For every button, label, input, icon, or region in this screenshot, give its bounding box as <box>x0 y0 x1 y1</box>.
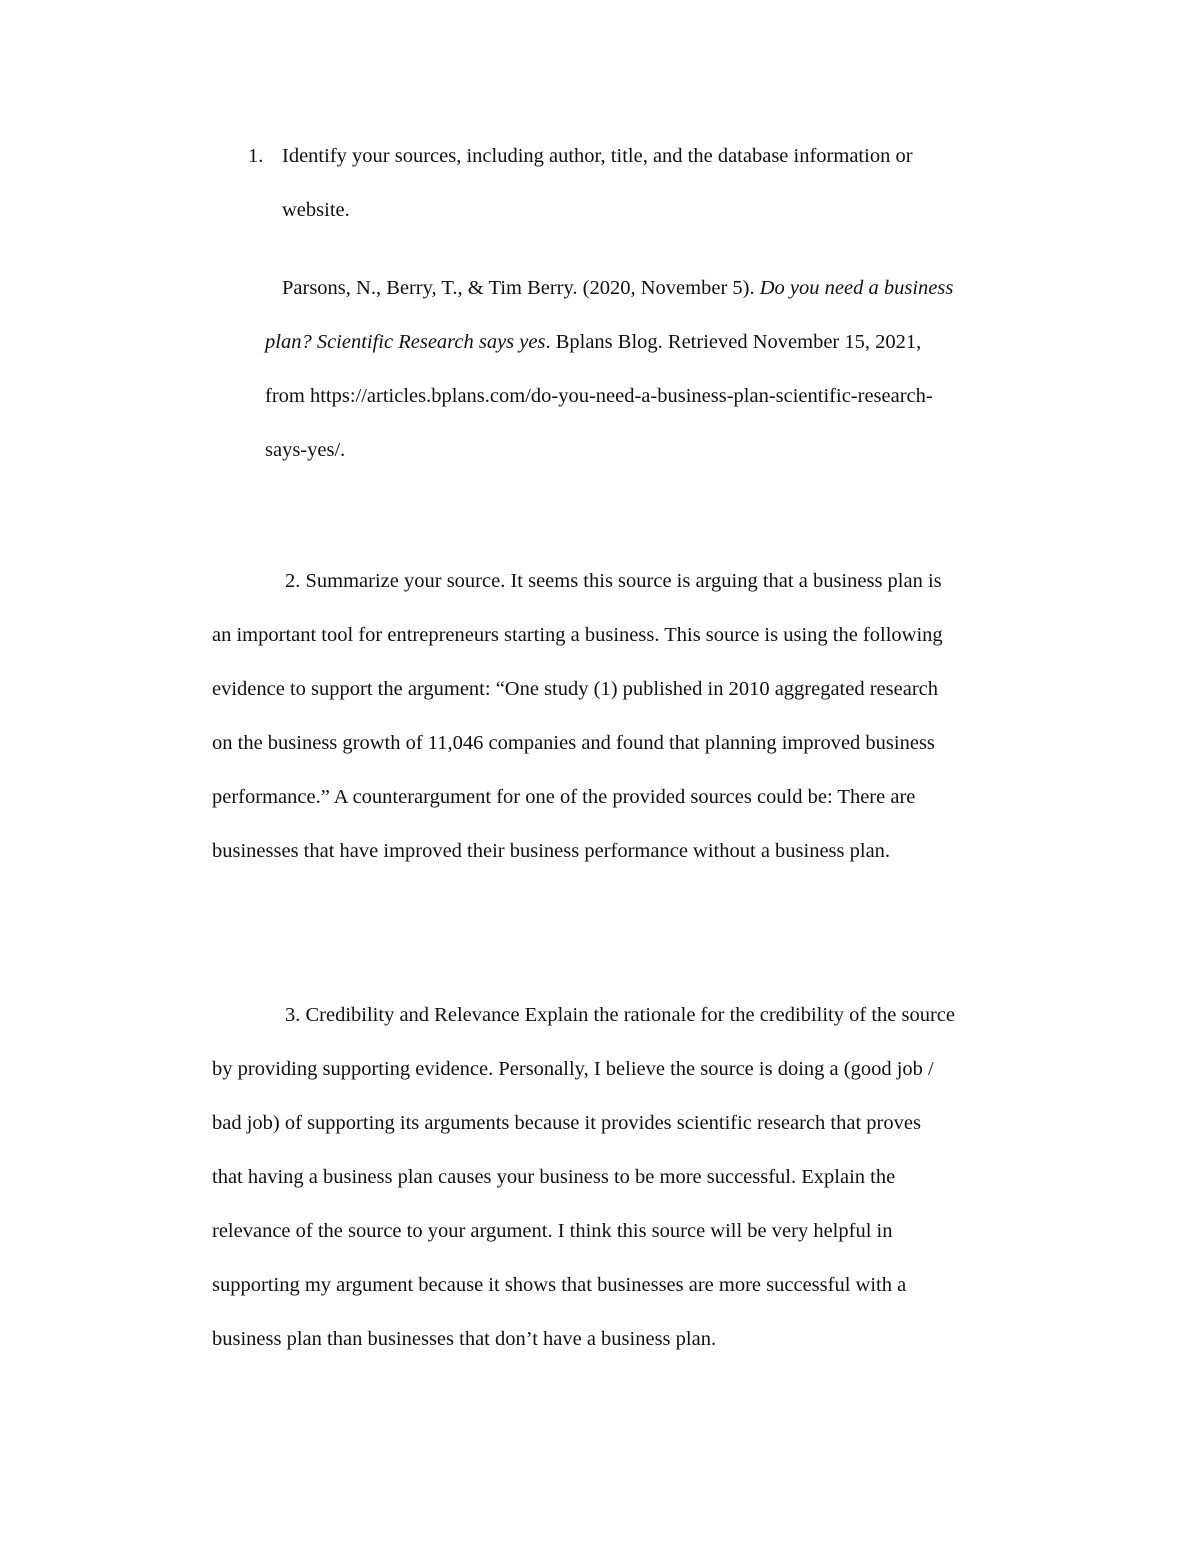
text-line: supporting my argument because it shows that businesses are more successful with a <box>212 1274 907 1296</box>
text-line: relevance of the source to your argument. I think this source will be very helpful in <box>212 1220 893 1242</box>
summary-paragraph <box>212 554 943 878</box>
text-line: evidence to support the argument: “One study (1) published in 2010 aggregated research <box>212 678 939 700</box>
citation-line-1 <box>265 261 953 315</box>
text-line: business plan than businesses that don’t have a business plan. <box>212 1328 717 1350</box>
text-line: Identify your sources, including author, title, and the database information or <box>282 145 913 167</box>
text-line: bad job) of supporting its arguments because it provides scientific research that proves <box>212 1112 921 1134</box>
text-line: 2. Summarize your source. It seems this source is arguing that a business plan is <box>285 570 942 592</box>
item1-prompt <box>282 129 913 237</box>
citation-url-line: says-yes/. <box>265 439 346 461</box>
citation-title-part2: plan? Scientific Research says yes <box>265 331 546 353</box>
text-line: website. <box>282 199 350 221</box>
credibility-paragraph <box>212 988 955 1366</box>
text-line: businesses that have improved their business performance without a business plan. <box>212 840 891 862</box>
text-line: by providing supporting evidence. Personally, I believe the source is doing a (good job / <box>212 1058 934 1080</box>
text-line: an important tool for entrepreneurs starting a business. This source is using the following <box>212 624 943 646</box>
citation-source: . Bplans Blog. Retrieved November 15, 2021, <box>545 331 922 353</box>
citation-title-part1: Do you need a business <box>759 277 954 299</box>
text-line: performance.” A counterargument for one of the provided sources could be: There are <box>212 786 916 808</box>
citation-url-line: from https://articles.bplans.com/do-you-need-a-business-plan-scientific-research- <box>265 385 933 407</box>
citation-entry <box>265 261 953 477</box>
list-number-1: 1. <box>248 145 264 167</box>
citation-line-2 <box>265 315 953 369</box>
text-line: 3. Credibility and Relevance Explain the rationale for the credibility of the source <box>285 1004 956 1026</box>
text-line: that having a business plan causes your business to be more successful. Explain the <box>212 1166 896 1188</box>
text-line: on the business growth of 11,046 companies and found that planning improved business <box>212 732 935 754</box>
citation-authors: Parsons, N., Berry, T., & Tim Berry. (2020, November 5). <box>282 277 760 299</box>
